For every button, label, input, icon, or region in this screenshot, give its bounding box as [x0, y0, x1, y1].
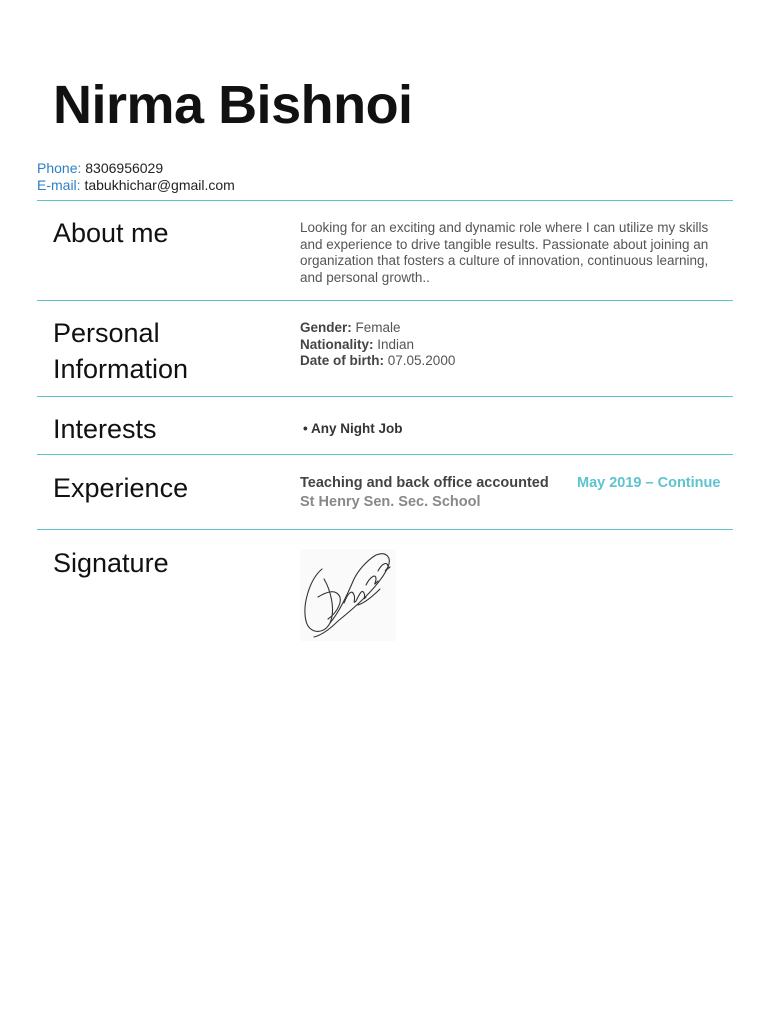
interests-title: Interests — [53, 414, 157, 444]
experience-organization: St Henry Sen. Sec. School — [300, 494, 481, 510]
about-text: Looking for an exciting and dynamic role where I can utilize my skills and experience to drive tangible results. Passionate about joining an organization that fosters a culture of innovation, continuous learning, and personal growth.. — [300, 220, 709, 285]
personal-info-title-line2: Information — [53, 354, 189, 384]
experience-dates: May 2019 – Continue — [577, 475, 721, 491]
candidate-name: Nirma Bishnoi — [53, 75, 413, 135]
contact-block — [37, 160, 235, 194]
email-label: E-mail: — [37, 177, 81, 193]
personal-info-title-line1: Personal — [53, 318, 160, 348]
nationality-value: Indian — [377, 336, 415, 352]
nationality-row — [300, 337, 455, 354]
personal-info-title — [53, 315, 188, 387]
divider — [37, 454, 733, 455]
interest-item: • Any Night Job — [303, 421, 403, 436]
gender-label: Gender: — [300, 320, 352, 335]
email-row — [37, 177, 235, 194]
phone-label: Phone: — [37, 160, 82, 176]
about-title: About me — [53, 218, 169, 248]
gender-value: Female — [355, 320, 401, 335]
divider — [37, 200, 733, 201]
gender-row — [300, 320, 455, 337]
phone-value: 8306956029 — [85, 160, 164, 176]
dob-row — [300, 353, 455, 370]
divider — [37, 396, 733, 397]
experience-role: Teaching and back office accounted — [300, 475, 549, 491]
divider — [37, 529, 733, 530]
email-value: tabukhichar@gmail.com — [84, 177, 235, 193]
experience-title: Experience — [53, 473, 189, 503]
personal-info-list — [300, 320, 455, 370]
signature-image — [300, 549, 396, 641]
nationality-label: Nationality: — [300, 336, 374, 352]
phone-row — [37, 160, 235, 177]
divider — [37, 300, 733, 301]
dob-label: Date of birth: — [300, 353, 384, 369]
signature-title: Signature — [53, 548, 169, 578]
dob-value: 07.05.2000 — [387, 353, 456, 369]
